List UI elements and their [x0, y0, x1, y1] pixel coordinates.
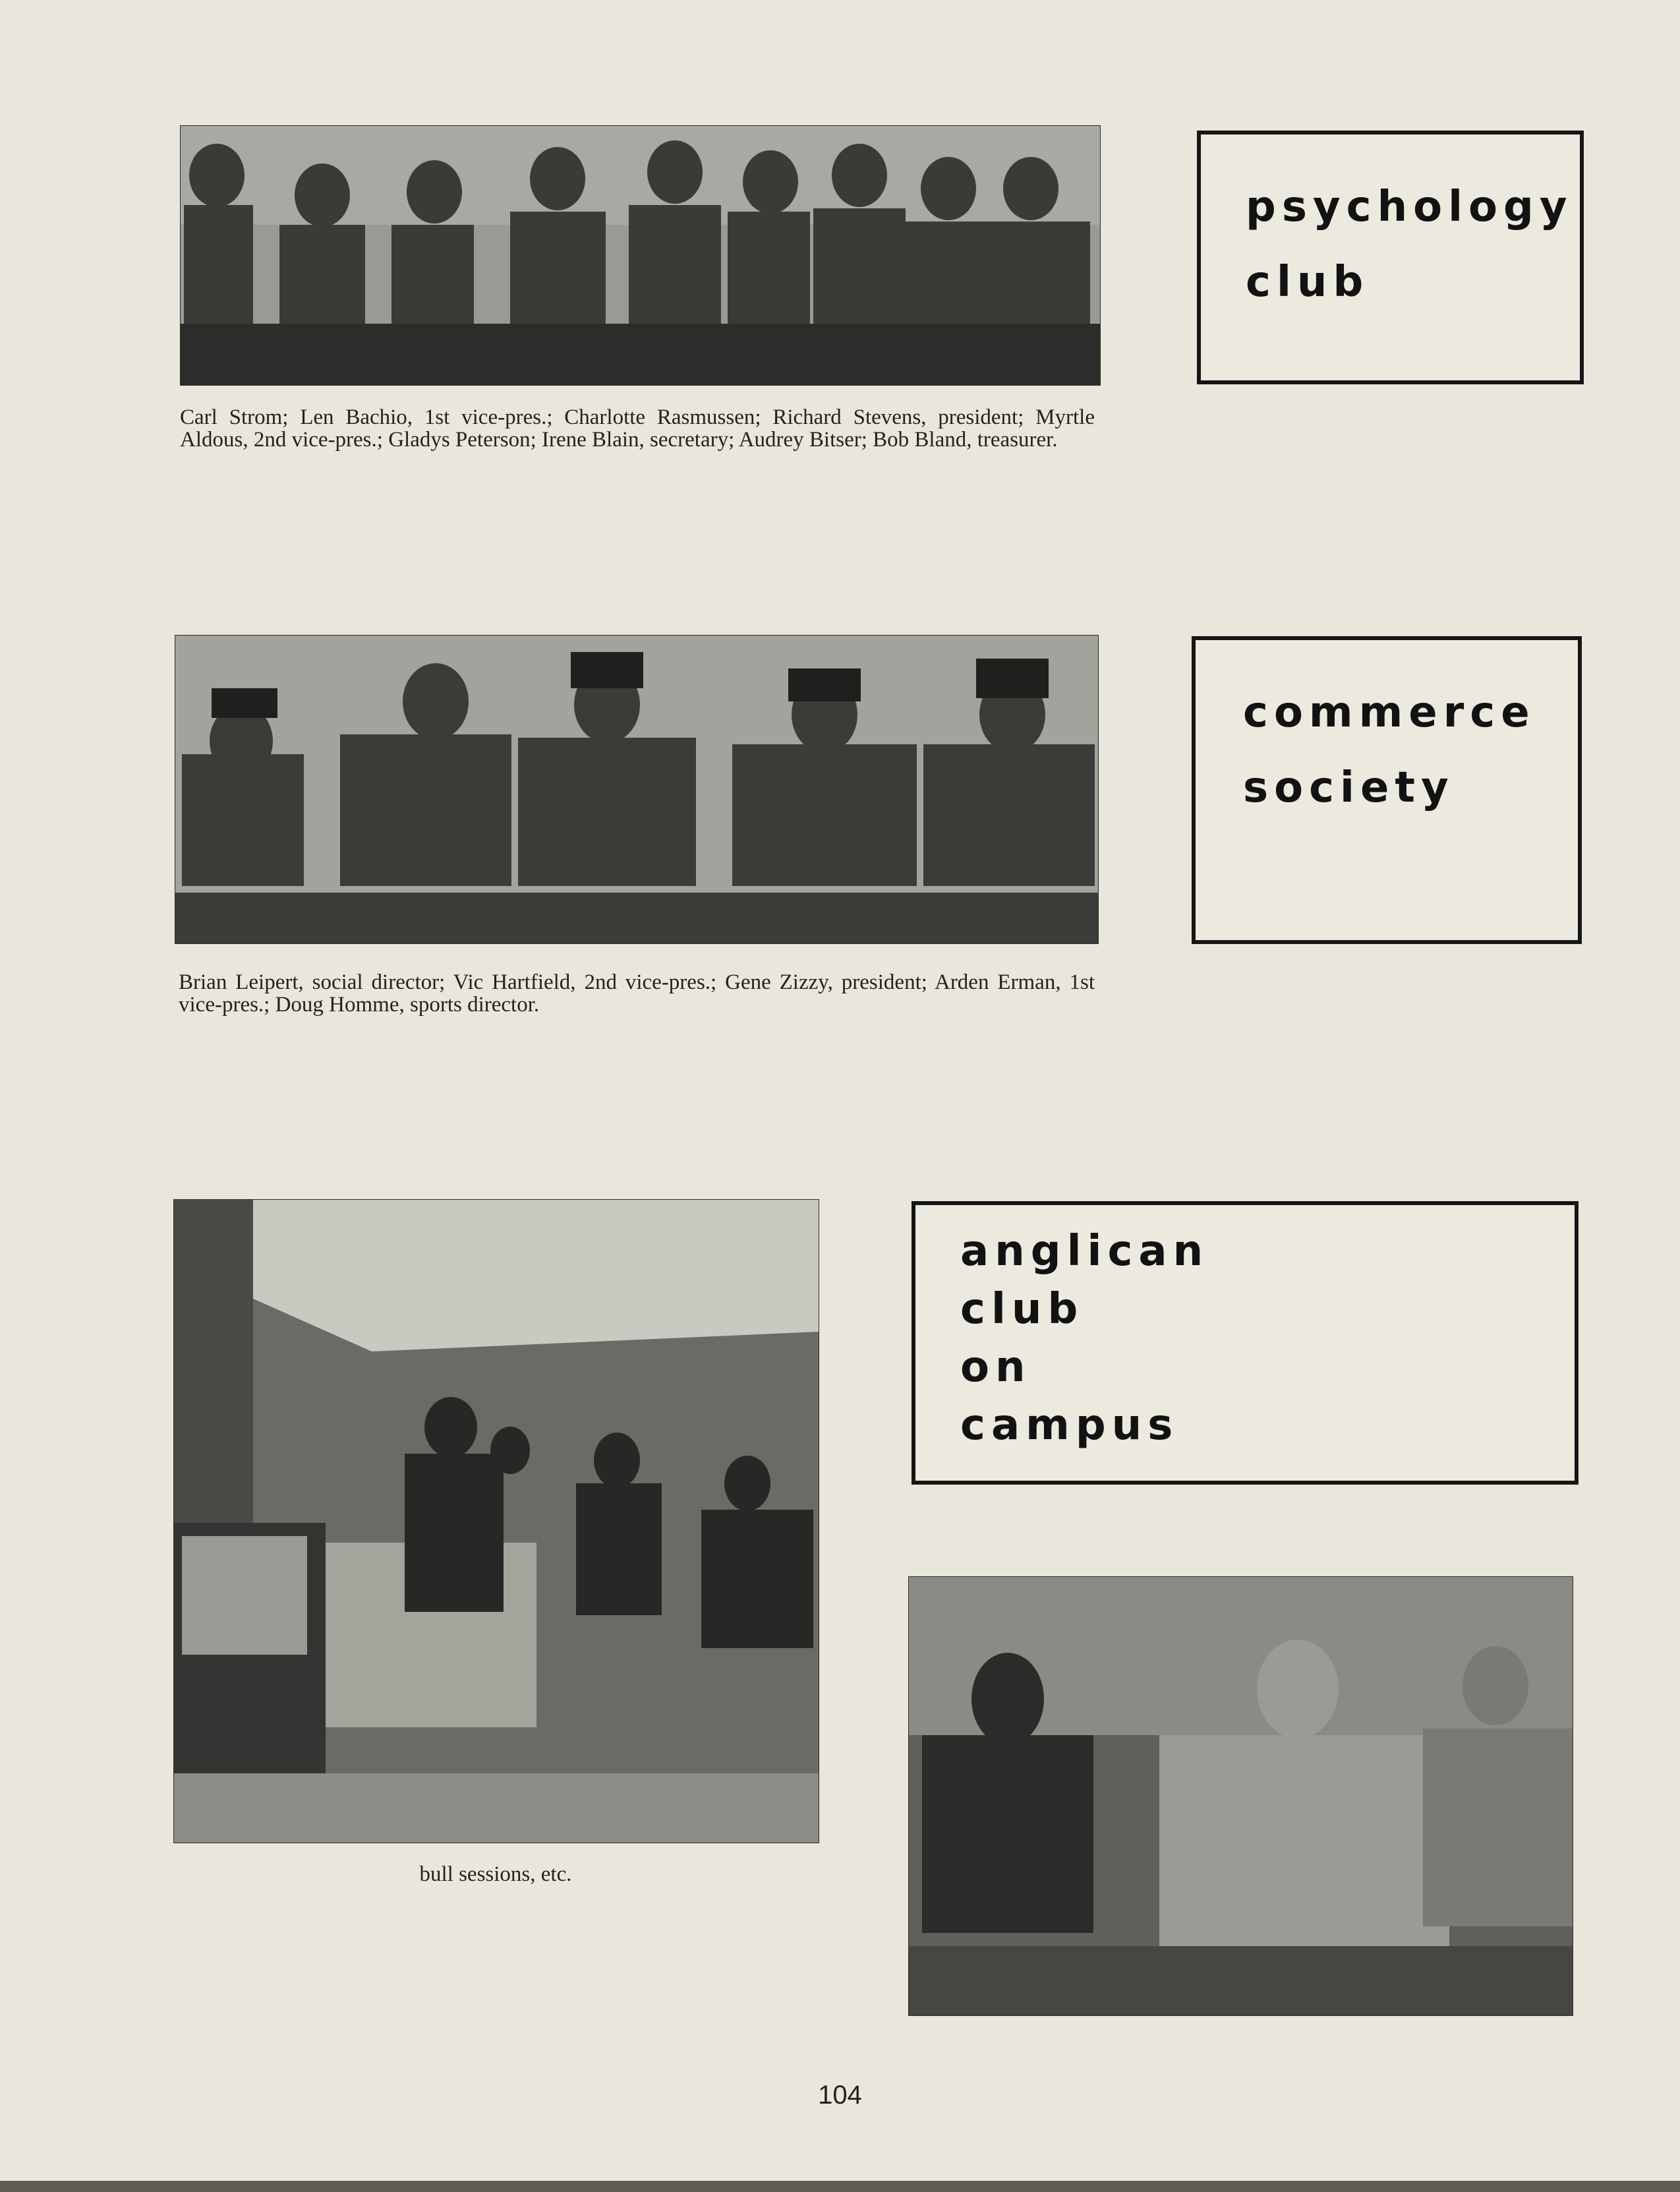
- commerce-society-photo: [175, 635, 1099, 944]
- title-line: anglican: [960, 1227, 1209, 1276]
- page-bottom-edge: [0, 2181, 1680, 2192]
- title-line: psychology: [1246, 183, 1573, 231]
- psychology-club-photo: [180, 125, 1101, 386]
- title-line: club: [1246, 258, 1370, 307]
- page-number: 104: [818, 2081, 862, 2110]
- psychology-club-caption: Carl Strom; Len Bachio, 1st vice-pres.; Charlotte Rasmussen; Richard Stevens, president; Myrtle Aldous, 2nd vice-pres.; Gladys Peterson; Irene Blain, secretary; Audrey Bitser; Bob Bland, treasurer.: [180, 405, 1095, 452]
- title-line: campus: [960, 1401, 1179, 1450]
- psychology-club-title-box: [1197, 131, 1584, 384]
- bull-sessions-caption: bull sessions, etc.: [419, 1862, 572, 1886]
- commerce-society-caption: Brian Leipert, social director; Vic Hartfield, 2nd vice-pres.; Gene Zizzy, president; Arden Erman, 1st vice-pres.; Doug Homme, sports director.: [179, 970, 1095, 1017]
- anglican-club-photo: [908, 1576, 1573, 2016]
- title-line: commerce: [1243, 688, 1536, 737]
- title-line: on: [960, 1343, 1031, 1392]
- anglican-club-title-box: [912, 1201, 1579, 1485]
- title-line: society: [1243, 763, 1455, 812]
- title-line: club: [960, 1285, 1084, 1334]
- bull-sessions-photo: [173, 1199, 819, 1843]
- commerce-society-title-box: [1192, 636, 1582, 944]
